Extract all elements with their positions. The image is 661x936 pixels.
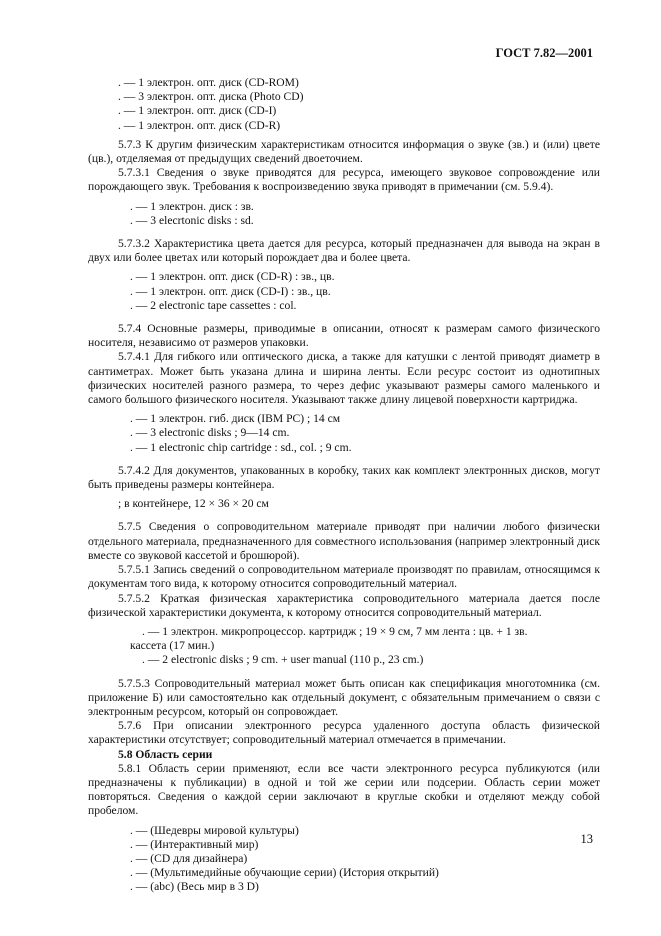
example-line: . — 1 электрон. микропроцессор. картридж ; 19 × 9 см, 7 мм лента : цв. + 1 зв. xyxy=(142,624,528,638)
example-list-dimensions xyxy=(88,412,600,455)
example-line: . — 1 электрон. опт. диск (CD-I) : зв., цв. xyxy=(130,284,331,298)
page-body xyxy=(88,76,600,895)
example-line-continuation: кассета (17 мин.) xyxy=(130,639,215,653)
paragraph-5-7-5-3: 5.7.5.3 Сопроводительный материал может быть описан как спецификация многотомника (см. приложение Б) или самостоятельно как отдельный документ, с обязательным примечанием о связи с электронным ресурсом, который он сопровождает. xyxy=(88,676,600,718)
example-line: . — 1 электрон. опт. диск (CD-ROM) xyxy=(118,76,299,89)
example-line: . — 1 electronic chip cartridge : sd., col. ; 9 cm. xyxy=(130,440,352,454)
example-line: . — 3 электрон. опт. диска (Photo CD) xyxy=(118,90,304,104)
paragraph-5-7-5-1: 5.7.5.1 Запись сведений о сопроводительном материале производят по правилам, относящимся к документам того вида, к которому относится сопроводительный материал. xyxy=(88,563,600,591)
example-line: . — 1 электрон. гиб. диск (IBM PC) ; 14 см xyxy=(130,412,341,426)
example-line-container: ; в контейнере, 12 × 36 × 20 см xyxy=(118,497,269,511)
example-line: . — 1 электрон. диск : зв. xyxy=(130,199,254,213)
page-number: 13 xyxy=(580,832,593,846)
example-list-accompanying xyxy=(88,625,600,668)
paragraph-5-7-3: 5.7.3 К другим физическим характеристикам относится информация о звуке (зв.) и (или) цвете (цв.), отделяемая от предыдущих сведений двоеточием. xyxy=(88,137,600,166)
section-heading-5-8: 5.8 Область серии xyxy=(118,747,213,761)
paragraph-5-7-4: 5.7.4 Основные размеры, приводимые в описании, относят к размерам самого физического носителя, независимо от размеров упаковки. xyxy=(88,322,600,350)
document-header: ГОСТ 7.82—2001 xyxy=(495,46,593,60)
example-list-sound xyxy=(88,200,600,228)
example-line: . — (Интерактивный мир) xyxy=(130,837,259,851)
example-line: . — 2 electronic disks ; 9 cm. + user manual (110 p., 23 cm.) xyxy=(142,653,424,667)
paragraph-5-7-6: 5.7.6 При описании электронного ресурса удаленного доступа область физической характеристики отсутствует; сопроводительный материал отмечается в примечании. xyxy=(88,719,600,747)
example-line: . — 1 электрон. опт. диск (CD-R) : зв., цв. xyxy=(130,270,335,284)
paragraph-5-7-4-2: 5.7.4.2 Для документов, упакованных в коробку, таких как комплект электронных дисков, могут быть приведены размеры контейнера. xyxy=(88,463,600,492)
example-list-physical-units xyxy=(88,76,600,133)
example-line: . — 1 электрон. опт. диск (CD-R) xyxy=(118,118,281,132)
example-line: . — (Мультимедийные обучающие серии) (История открытий) xyxy=(130,866,439,880)
example-line: . — (abc) (Весь мир в 3 D) xyxy=(130,880,259,894)
example-line: . — 3 elecrtonic disks : sd. xyxy=(130,213,254,227)
example-list-series xyxy=(88,824,600,895)
example-list-color xyxy=(88,270,600,313)
example-line: . — (Шедевры мировой культуры) xyxy=(130,823,299,837)
example-line: . — 3 electronic disks ; 9—14 cm. xyxy=(130,426,290,440)
paragraph-5-8-1: 5.8.1 Область серии применяют, если все части электронного ресурса публикуются (или предназначены к публикации) в одной и той же серии или подсерии. Область серии может повторяться. Сведения о каждой серии заключают в круглые скобки и отделяют между собой пробелом. xyxy=(88,761,600,818)
paragraph-5-7-5: 5.7.5 Сведения о сопроводительном материале приводят при наличии любого физически отдельного материала, предназначенного для совместного использования (например электронный диск вместе со звуковой кассетой и брошюрой). xyxy=(88,520,600,562)
paragraph-5-7-3-2: 5.7.3.2 Характеристика цвета дается для ресурса, который предназначен для вывода на экран в двух или более цветах или который порождает два и более цвета. xyxy=(88,237,600,265)
example-line: . — 1 электрон. опт. диск (CD-I) xyxy=(118,104,277,118)
paragraph-5-7-4-1: 5.7.4.1 Для гибкого или оптического диска, а также для катушки с лентой приводят диаметр в сантиметрах. Может быть указана длина и ширина ленты. Если ресурс состоит из однотипных физических носителей разного размера, то через дефис указывают размеры самого маленького и самого большого физического носителя. Указывают также длину лицевой поверхности картриджа. xyxy=(88,350,600,407)
paragraph-5-7-5-2: 5.7.5.2 Краткая физическая характеристика сопроводительного материала дается после физической характеристики документа, к которому относится сопроводительный материал. xyxy=(88,591,600,619)
paragraph-5-7-3-1: 5.7.3.1 Сведения о звуке приводятся для ресурса, имеющего звуковое сопровождение или порождающего звук. Требования к воспроизведению звука приводят в примечании (см. 5.9.4). xyxy=(88,166,600,194)
example-line: . — (CD для дизайнера) xyxy=(130,851,248,865)
example-line: . — 2 electronic tape cassettes : col. xyxy=(130,298,297,312)
